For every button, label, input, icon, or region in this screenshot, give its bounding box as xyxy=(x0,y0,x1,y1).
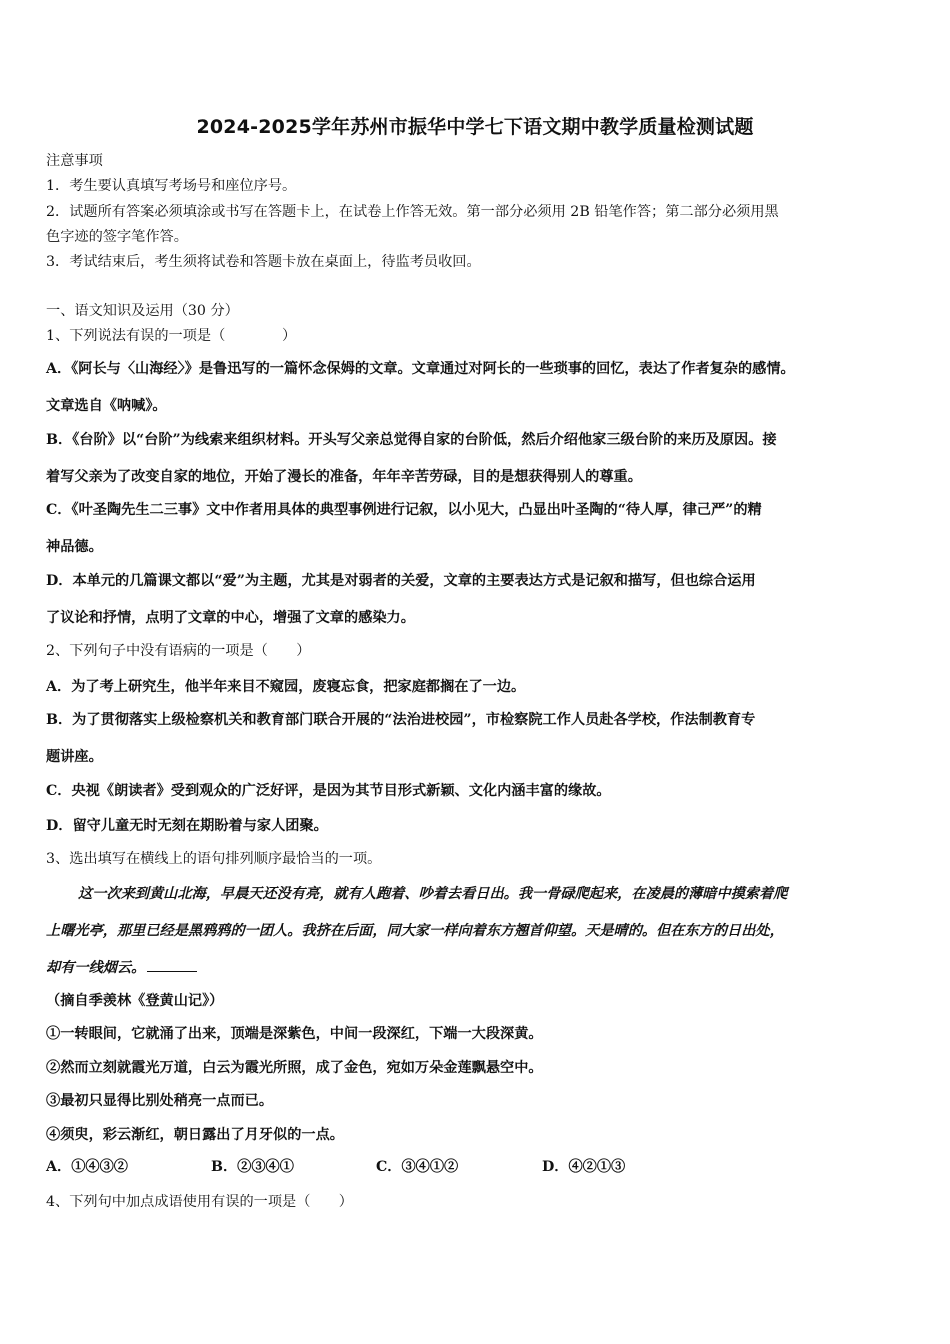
section-heading: 一、语文知识及运用（30 分） xyxy=(46,303,239,319)
q3-option-d: D．④②①③ xyxy=(542,1159,626,1175)
q3-passage-text: 却有一线烟云。 xyxy=(46,960,146,976)
notice-item-1: 1．考生要认真填写考场号和座位序号。 xyxy=(46,178,297,194)
q2-option-a: A．为了考上研究生，他半年来目不窥园，废寝忘食，把家庭都搁在了一边。 xyxy=(46,679,526,695)
q1-option-d-line-2: 了议论和抒情，点明了文章的中心，增强了文章的感染力。 xyxy=(46,610,415,626)
q3-option-a: A．①④③② xyxy=(46,1159,128,1175)
q3-sentence-1: ①一转眼间，它就涌了出来，顶端是深紫色，中间一段深红，下端一大段深黄。 xyxy=(46,1026,543,1042)
notice-item-2-line-2: 色字迹的签字笔作答。 xyxy=(46,229,188,245)
q3-option-c: C．③④①② xyxy=(376,1159,459,1175)
q3-passage-line-3 xyxy=(46,958,908,978)
q2-option-c: C．央视《朗读者》受到观众的广泛好评，是因为其节目形式新颖、文化内涵丰富的缘故。 xyxy=(46,783,611,799)
q1-option-a-line-2: 文章选自《呐喊》。 xyxy=(46,398,167,414)
q3-passage-line-2: 上曙光亭，那里已经是黑鸦鸦的一团人。我挤在后面，同大家一样向着东方翘首仰望。天是晴的。但在东方的日出处， xyxy=(46,923,784,939)
page-title: 2024-2025学年苏州市振华中学七下语文期中教学质量检测试题 xyxy=(196,116,754,138)
q3-sentence-2: ②然而立刻就霞光万道，白云为霞光所照，成了金色，宛如万朵金莲飘悬空中。 xyxy=(46,1060,543,1076)
q3-passage-line-1: 这一次来到黄山北海，早晨天还没有亮，就有人跑着、吵着去看日出。我一骨碌爬起来，在凌晨的薄暗中摸索着爬 xyxy=(78,886,788,902)
q1-option-b-line-1: B．《台阶》以“台阶”为线索来组织材料。开头写父亲总觉得自家的台阶低，然后介绍他家三级台阶的来历及原因。接 xyxy=(46,432,777,448)
q2-option-b-line-2: 题讲座。 xyxy=(46,749,103,765)
q1-stem: 1、下列说法有误的一项是（ ） xyxy=(46,328,297,344)
notice-heading: 注意事项 xyxy=(46,153,103,169)
q3-source: （摘自季羡林《登黄山记》） xyxy=(46,993,224,1009)
q1-option-d-line-1: D．本单元的几篇课文都以“爱”为主题，尤其是对弱者的关爱，文章的主要表达方式是记叙和描写，但也综合运用 xyxy=(46,573,756,589)
q3-sentence-4: ④须臾，彩云渐红，朝日露出了月牙似的一点。 xyxy=(46,1127,344,1143)
q1-option-c-line-1: C．《叶圣陶先生二三事》文中作者用具体的典型事例进行记叙，以小见大，凸显出叶圣陶的“待人厚，律己严”的精 xyxy=(46,502,762,518)
q3-stem: 3、选出填写在横线上的语句排列顺序最恰当的一项。 xyxy=(46,851,382,867)
q2-stem: 2、下列句子中没有语病的一项是（ ） xyxy=(46,643,311,659)
q4-stem: 4、下列句中加点成语使用有误的一项是（ ） xyxy=(46,1194,353,1210)
notice-item-2-line-1: 2．试题所有答案必须填涂或书写在答题卡上，在试卷上作答无效。第一部分必须用 2B 铅笔作答；第二部分必须用黑 xyxy=(46,204,779,220)
notice-item-3: 3．考试结束后，考生须将试卷和答题卡放在桌面上，待监考员收回。 xyxy=(46,254,481,270)
q3-sentence-3: ③最初只显得比别处稍亮一点而已。 xyxy=(46,1093,274,1109)
answer-blank xyxy=(147,959,197,972)
q1-option-b-line-2: 着写父亲为了改变自家的地位，开始了漫长的准备，年年辛苦劳碌，目的是想获得别人的尊重。 xyxy=(46,469,642,485)
q2-option-b-line-1: B．为了贯彻落实上级检察机关和教育部门联合开展的“法治进校园”，市检察院工作人员赴各学校，作法制教育专 xyxy=(46,712,756,728)
q3-option-b: B．②③④① xyxy=(211,1159,294,1175)
q2-option-d: D．留守儿童无时无刻在期盼着与家人团聚。 xyxy=(46,818,328,834)
q1-option-c-line-2: 神品德。 xyxy=(46,539,103,555)
q1-option-a-line-1: A．《阿长与〈山海经〉》是鲁迅写的一篇怀念保姆的文章。文章通过对阿长的一些琐事的回忆，表达了作者复杂的感情。 xyxy=(46,361,795,377)
